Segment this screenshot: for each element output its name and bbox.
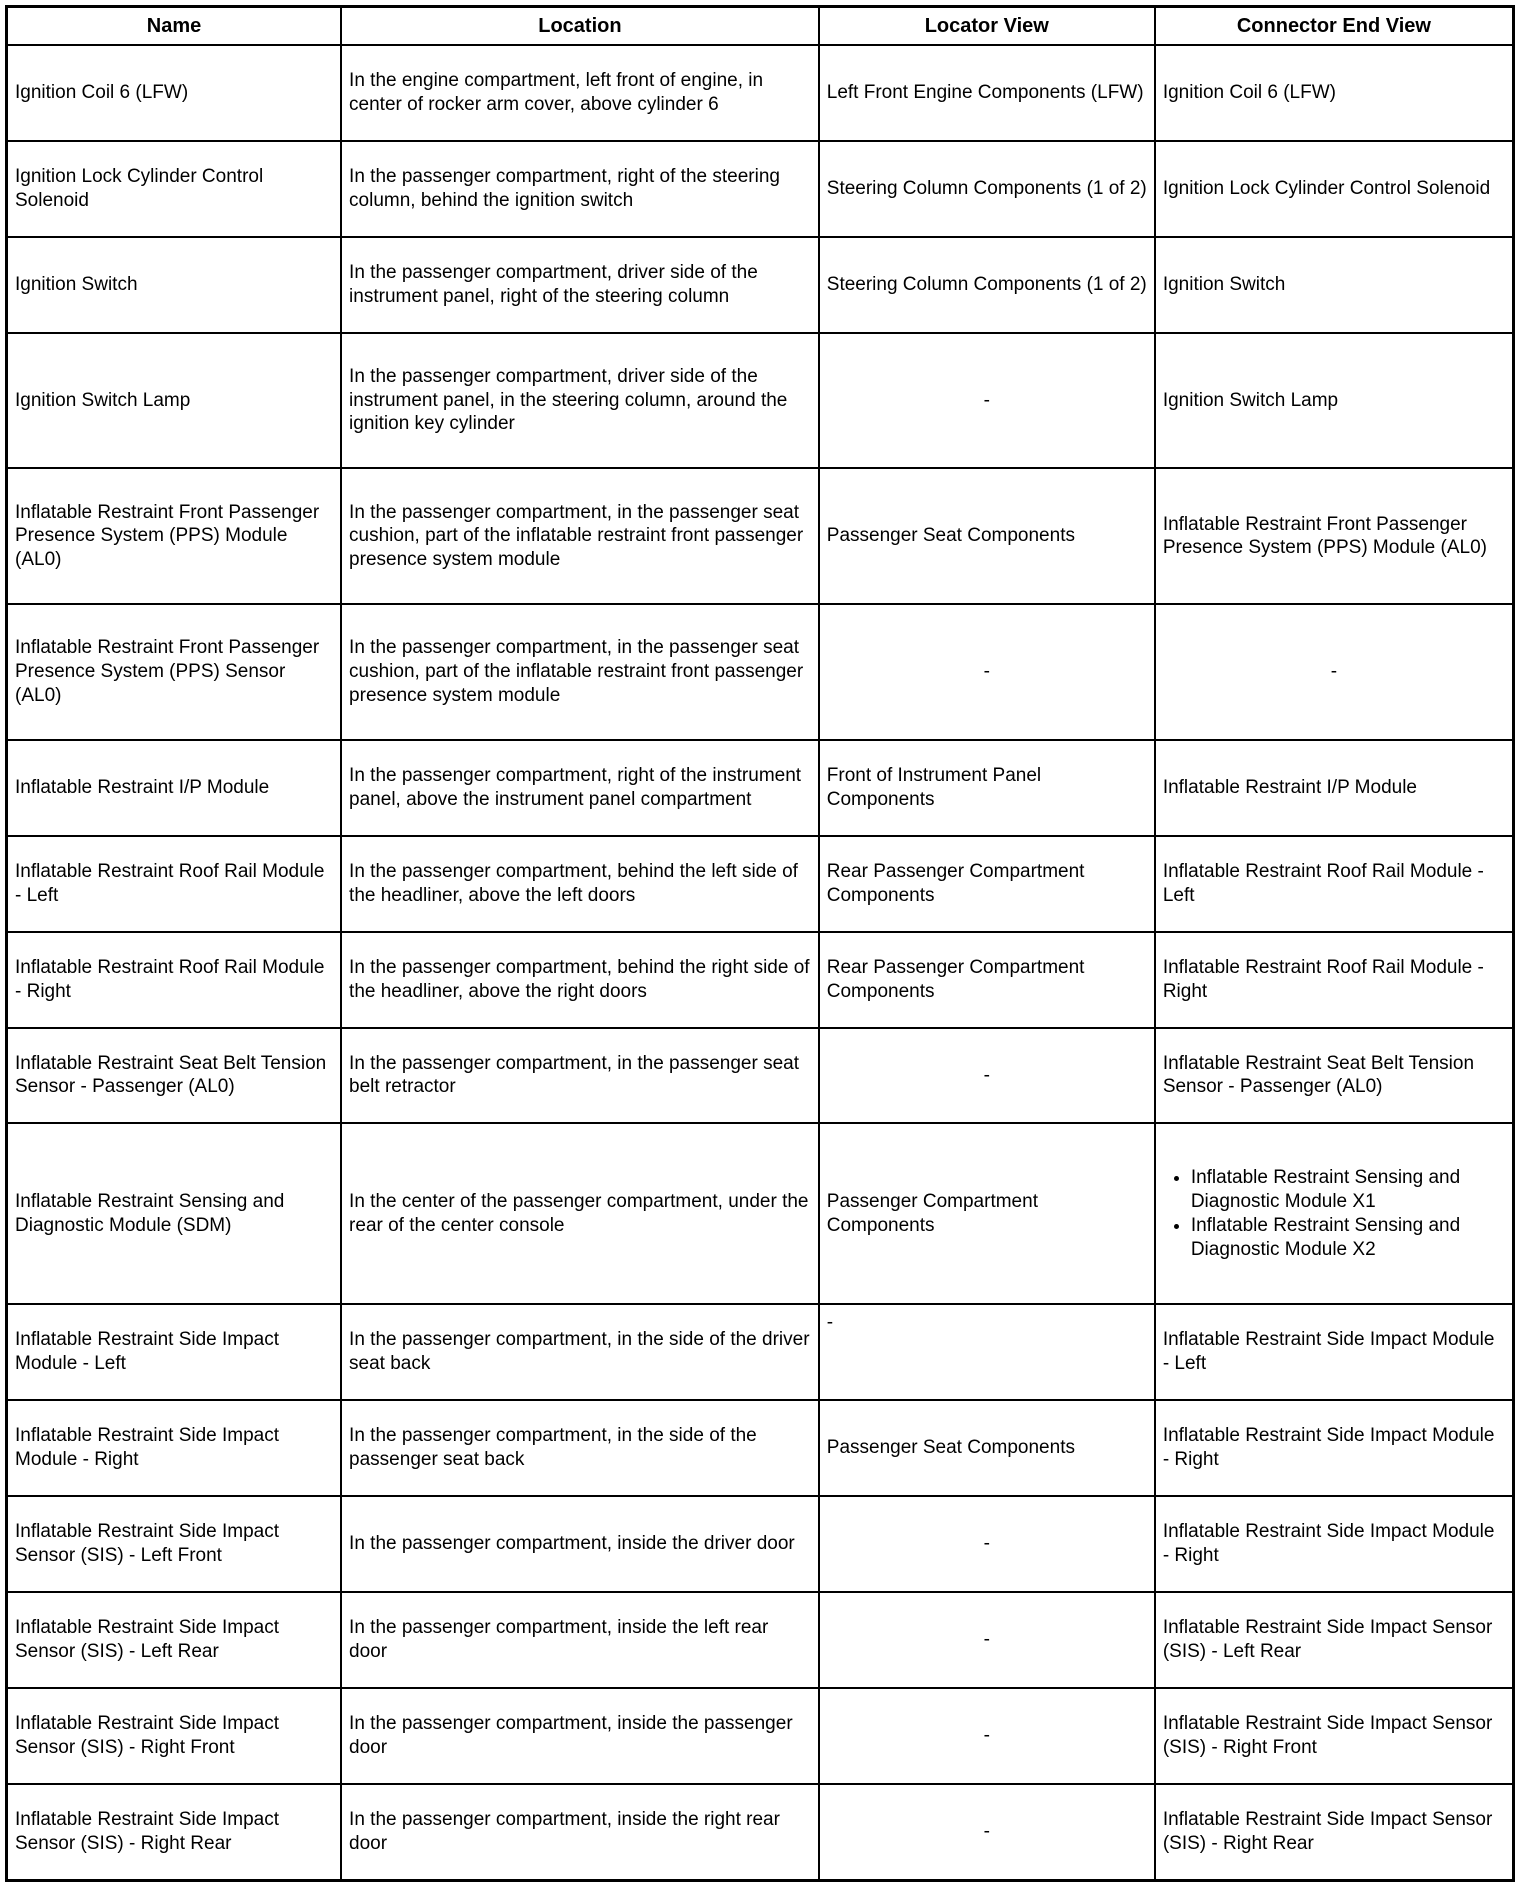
location-cell: In the engine compartment, left front of engine, in center of rocker arm cover, above cylinder 6 xyxy=(341,45,819,141)
name-cell: Inflatable Restraint Side Impact Sensor (SIS) - Right Rear xyxy=(7,1784,342,1881)
location-cell: In the passenger compartment, inside the left rear door xyxy=(341,1592,819,1688)
connector-end-view-cell: Inflatable Restraint Roof Rail Module - Right xyxy=(1155,932,1514,1028)
table-row xyxy=(7,468,1514,604)
column-header-connector-end-view: Connector End View xyxy=(1155,7,1514,46)
connector-end-view-cell: Ignition Switch xyxy=(1155,237,1514,333)
table-row xyxy=(7,1304,1514,1400)
name-cell: Ignition Switch xyxy=(7,237,342,333)
location-cell: In the passenger compartment, driver side of the instrument panel, in the steering column, around the ignition key cylinder xyxy=(341,333,819,469)
name-cell: Inflatable Restraint Sensing and Diagnostic Module (SDM) xyxy=(7,1123,342,1303)
connector-end-view-cell: Inflatable Restraint Seat Belt Tension Sensor - Passenger (AL0) xyxy=(1155,1028,1514,1124)
connector-end-view-cell xyxy=(1155,1123,1514,1303)
locator-view-cell: Passenger Seat Components xyxy=(819,1400,1155,1496)
location-cell: In the passenger compartment, right of the steering column, behind the ignition switch xyxy=(341,141,819,237)
locator-view-cell: Steering Column Components (1 of 2) xyxy=(819,237,1155,333)
locator-view-cell: - xyxy=(819,1592,1155,1688)
table-row xyxy=(7,141,1514,237)
location-cell: In the passenger compartment, in the passenger seat belt retractor xyxy=(341,1028,819,1124)
locator-view-cell: - xyxy=(819,333,1155,469)
connector-end-view-cell: Inflatable Restraint Side Impact Module - Left xyxy=(1155,1304,1514,1400)
connector-end-view-cell: Inflatable Restraint Side Impact Module - Right xyxy=(1155,1496,1514,1592)
table-row xyxy=(7,740,1514,836)
location-cell: In the passenger compartment, driver side of the instrument panel, right of the steering column xyxy=(341,237,819,333)
locator-view-cell: - xyxy=(819,1028,1155,1124)
locator-view-cell: - xyxy=(819,1304,1155,1400)
table-row xyxy=(7,1400,1514,1496)
name-cell: Inflatable Restraint Side Impact Sensor (SIS) - Left Rear xyxy=(7,1592,342,1688)
table-header-row xyxy=(7,7,1514,46)
location-cell: In the passenger compartment, inside the right rear door xyxy=(341,1784,819,1881)
name-cell: Inflatable Restraint Side Impact Sensor (SIS) - Left Front xyxy=(7,1496,342,1592)
location-cell: In the passenger compartment, in the side of the passenger seat back xyxy=(341,1400,819,1496)
table-row xyxy=(7,932,1514,1028)
locator-view-cell: - xyxy=(819,604,1155,740)
name-cell: Inflatable Restraint I/P Module xyxy=(7,740,342,836)
connector-end-view-cell: Ignition Lock Cylinder Control Solenoid xyxy=(1155,141,1514,237)
connector-end-view-list xyxy=(1163,1166,1505,1261)
table-row xyxy=(7,836,1514,932)
name-cell: Inflatable Restraint Side Impact Sensor (SIS) - Right Front xyxy=(7,1688,342,1784)
connector-end-view-list-item: • Inflatable Restraint Sensing and Diagnostic Module X2 xyxy=(1191,1214,1505,1261)
locator-view-cell: Left Front Engine Components (LFW) xyxy=(819,45,1155,141)
location-cell: In the passenger compartment, behind the right side of the headliner, above the right doors xyxy=(341,932,819,1028)
name-cell: Ignition Lock Cylinder Control Solenoid xyxy=(7,141,342,237)
locator-view-cell: - xyxy=(819,1496,1155,1592)
locator-view-cell: Passenger Compartment Components xyxy=(819,1123,1155,1303)
name-cell: Inflatable Restraint Front Passenger Presence System (PPS) Module (AL0) xyxy=(7,468,342,604)
table-row xyxy=(7,1123,1514,1303)
connector-views-table xyxy=(5,5,1515,1882)
name-cell: Inflatable Restraint Seat Belt Tension Sensor - Passenger (AL0) xyxy=(7,1028,342,1124)
location-cell: In the passenger compartment, in the side of the driver seat back xyxy=(341,1304,819,1400)
connector-end-view-cell: Inflatable Restraint I/P Module xyxy=(1155,740,1514,836)
column-header-location: Location xyxy=(341,7,819,46)
connector-end-view-cell: Inflatable Restraint Front Passenger Presence System (PPS) Module (AL0) xyxy=(1155,468,1514,604)
table-row xyxy=(7,45,1514,141)
name-cell: Ignition Switch Lamp xyxy=(7,333,342,469)
table-row xyxy=(7,1592,1514,1688)
table-row xyxy=(7,1496,1514,1592)
locator-view-cell: Passenger Seat Components xyxy=(819,468,1155,604)
table-row xyxy=(7,1688,1514,1784)
connector-end-view-cell: Ignition Coil 6 (LFW) xyxy=(1155,45,1514,141)
locator-view-cell: - xyxy=(819,1688,1155,1784)
connector-end-view-cell: Ignition Switch Lamp xyxy=(1155,333,1514,469)
table-row xyxy=(7,1028,1514,1124)
name-cell: Inflatable Restraint Front Passenger Presence System (PPS) Sensor (AL0) xyxy=(7,604,342,740)
location-cell: In the passenger compartment, inside the driver door xyxy=(341,1496,819,1592)
locator-view-cell: Front of Instrument Panel Components xyxy=(819,740,1155,836)
name-cell: Ignition Coil 6 (LFW) xyxy=(7,45,342,141)
name-cell: Inflatable Restraint Roof Rail Module - Left xyxy=(7,836,342,932)
name-cell: Inflatable Restraint Side Impact Module - Left xyxy=(7,1304,342,1400)
locator-view-cell: Rear Passenger Compartment Components xyxy=(819,932,1155,1028)
location-cell: In the passenger compartment, behind the left side of the headliner, above the left doors xyxy=(341,836,819,932)
location-cell: In the center of the passenger compartment, under the rear of the center console xyxy=(341,1123,819,1303)
connector-end-view-cell: - xyxy=(1155,604,1514,740)
locator-view-cell: Steering Column Components (1 of 2) xyxy=(819,141,1155,237)
name-cell: Inflatable Restraint Roof Rail Module - Right xyxy=(7,932,342,1028)
table-row xyxy=(7,1784,1514,1881)
location-cell: In the passenger compartment, in the passenger seat cushion, part of the inflatable restraint front passenger presence system module xyxy=(341,604,819,740)
connector-end-view-cell: Inflatable Restraint Side Impact Sensor (SIS) - Right Rear xyxy=(1155,1784,1514,1881)
location-cell: In the passenger compartment, in the passenger seat cushion, part of the inflatable restraint front passenger presence system module xyxy=(341,468,819,604)
locator-view-cell: Rear Passenger Compartment Components xyxy=(819,836,1155,932)
table-row xyxy=(7,604,1514,740)
connector-end-view-cell: Inflatable Restraint Side Impact Sensor (SIS) - Right Front xyxy=(1155,1688,1514,1784)
table-row xyxy=(7,237,1514,333)
column-header-name: Name xyxy=(7,7,342,46)
name-cell: Inflatable Restraint Side Impact Module - Right xyxy=(7,1400,342,1496)
column-header-locator-view: Locator View xyxy=(819,7,1155,46)
location-cell: In the passenger compartment, inside the passenger door xyxy=(341,1688,819,1784)
connector-end-view-cell: Inflatable Restraint Side Impact Module - Right xyxy=(1155,1400,1514,1496)
location-cell: In the passenger compartment, right of the instrument panel, above the instrument panel compartment xyxy=(341,740,819,836)
connector-end-view-cell: Inflatable Restraint Side Impact Sensor (SIS) - Left Rear xyxy=(1155,1592,1514,1688)
connector-end-view-cell: Inflatable Restraint Roof Rail Module - Left xyxy=(1155,836,1514,932)
table-row xyxy=(7,333,1514,469)
locator-view-cell: - xyxy=(819,1784,1155,1881)
connector-end-view-list-item: • Inflatable Restraint Sensing and Diagnostic Module X1 xyxy=(1191,1166,1505,1213)
